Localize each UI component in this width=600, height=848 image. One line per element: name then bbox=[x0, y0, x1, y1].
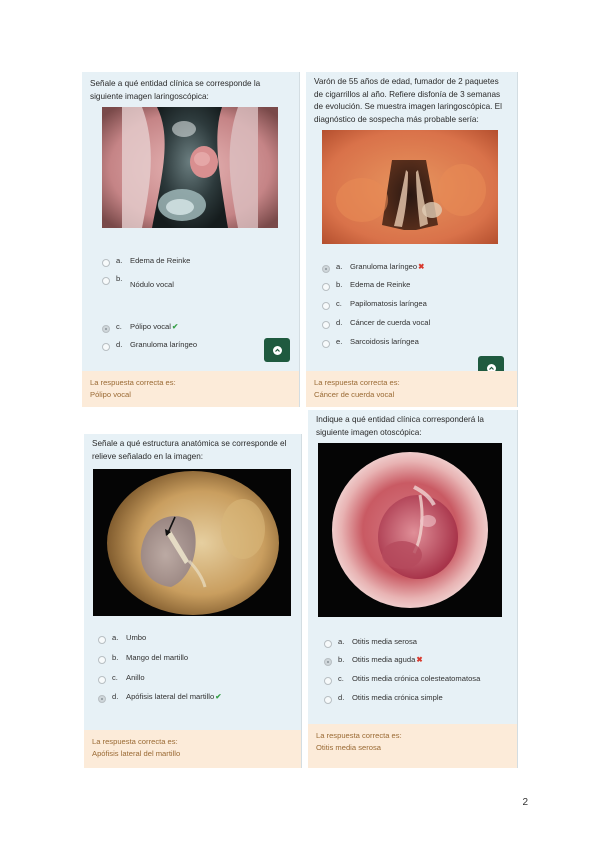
option-letter: b. bbox=[112, 653, 119, 662]
option-d[interactable] bbox=[102, 340, 289, 354]
option-b[interactable] bbox=[98, 653, 291, 667]
option-label: Granuloma laríngeo bbox=[350, 262, 418, 271]
option-letter: d. bbox=[116, 340, 123, 349]
radio-button[interactable] bbox=[102, 277, 110, 285]
option-letter: a. bbox=[116, 256, 123, 265]
option-label: Apófisis lateral del martillo bbox=[126, 692, 215, 701]
feedback-label: La respuesta correcta es: bbox=[314, 378, 400, 387]
option-letter: c. bbox=[116, 322, 122, 331]
option-text: Granuloma laríngeo bbox=[130, 340, 198, 349]
option-text: Edema de Reinke bbox=[130, 256, 191, 265]
feedback-answer: Cáncer de cuerda vocal bbox=[314, 390, 395, 399]
laryngoscopy-image bbox=[322, 130, 498, 244]
option-label: Otitis media aguda bbox=[352, 655, 416, 664]
option-letter: d. bbox=[112, 692, 119, 701]
page-number: 2 bbox=[522, 797, 528, 808]
option-letter: c. bbox=[112, 673, 118, 682]
question-card-3 bbox=[84, 434, 302, 768]
otoscopy-image bbox=[93, 469, 291, 616]
radio-button[interactable] bbox=[98, 636, 106, 644]
option-letter: d. bbox=[338, 693, 345, 702]
question-card-1 bbox=[82, 72, 300, 407]
scroll-top-button[interactable] bbox=[264, 338, 290, 362]
otoscopy-image bbox=[318, 443, 502, 617]
option-e[interactable] bbox=[322, 337, 507, 351]
option-letter: b. bbox=[336, 280, 343, 289]
feedback-label: La respuesta correcta es: bbox=[316, 731, 402, 740]
option-letter: b. bbox=[116, 274, 123, 283]
radio-button[interactable] bbox=[102, 343, 110, 351]
wrong-cross-icon: ✖ bbox=[418, 262, 425, 271]
option-letter: e. bbox=[336, 337, 343, 346]
option-a[interactable] bbox=[324, 637, 511, 651]
option-text: Sarcoidosis laríngea bbox=[350, 337, 419, 346]
question-text: Señale a qué entidad clínica se corresponde la siguiente imagen laringoscópica: bbox=[90, 79, 261, 101]
option-c[interactable] bbox=[324, 674, 511, 688]
option-letter: d. bbox=[336, 318, 343, 327]
radio-button-selected[interactable] bbox=[322, 265, 330, 273]
option-text: Mango del martillo bbox=[126, 653, 189, 662]
option-text: Otitis media crónica simple bbox=[352, 693, 443, 702]
radio-button[interactable] bbox=[324, 696, 332, 704]
option-c[interactable] bbox=[322, 299, 507, 313]
correct-answer-feedback bbox=[82, 371, 299, 407]
option-letter: a. bbox=[336, 262, 343, 271]
option-label: Pólipo vocal bbox=[130, 322, 171, 331]
correct-answer-feedback bbox=[308, 724, 517, 768]
feedback-answer: Apófisis lateral del martillo bbox=[92, 749, 181, 758]
feedback-answer: Pólipo vocal bbox=[90, 390, 131, 399]
option-text bbox=[350, 262, 425, 271]
correct-answer-feedback bbox=[306, 371, 517, 407]
correct-check-icon: ✔ bbox=[215, 692, 222, 701]
option-a[interactable] bbox=[102, 256, 289, 270]
option-text: Anillo bbox=[126, 673, 145, 682]
option-b[interactable] bbox=[102, 274, 289, 288]
option-letter: a. bbox=[338, 637, 345, 646]
radio-button[interactable] bbox=[322, 302, 330, 310]
option-c[interactable] bbox=[98, 673, 291, 687]
radio-button[interactable] bbox=[324, 677, 332, 685]
option-b[interactable] bbox=[324, 655, 511, 669]
option-a[interactable] bbox=[322, 262, 507, 276]
option-b[interactable] bbox=[322, 280, 507, 294]
option-letter: c. bbox=[338, 674, 344, 683]
laryngoscopy-image bbox=[102, 107, 278, 228]
radio-button[interactable] bbox=[322, 321, 330, 329]
question-card-4 bbox=[308, 410, 518, 768]
option-text: Edema de Reinke bbox=[350, 280, 411, 289]
option-text: Umbo bbox=[126, 633, 147, 642]
option-d[interactable] bbox=[322, 318, 507, 332]
option-letter: b. bbox=[338, 655, 345, 664]
option-text: Nódulo vocal bbox=[130, 280, 174, 289]
radio-button-selected[interactable] bbox=[98, 695, 106, 703]
option-text bbox=[352, 655, 423, 664]
option-letter: a. bbox=[112, 633, 119, 642]
chevron-up-icon bbox=[273, 346, 282, 355]
option-text bbox=[126, 692, 222, 701]
question-card-2 bbox=[306, 72, 518, 407]
radio-button[interactable] bbox=[322, 283, 330, 291]
option-text bbox=[130, 322, 178, 331]
option-c[interactable] bbox=[102, 322, 289, 336]
feedback-label: La respuesta correcta es: bbox=[92, 737, 178, 746]
radio-button[interactable] bbox=[102, 259, 110, 267]
question-text: Indique a qué entidad clínica corresponderá la siguiente imagen otoscópica: bbox=[316, 415, 484, 437]
radio-button-selected[interactable] bbox=[324, 658, 332, 666]
feedback-label: La respuesta correcta es: bbox=[90, 378, 176, 387]
option-text: Cáncer de cuerda vocal bbox=[350, 318, 431, 327]
feedback-answer: Otitis media serosa bbox=[316, 743, 381, 752]
option-text: Otitis media crónica colesteatomatosa bbox=[352, 674, 481, 683]
correct-answer-feedback bbox=[84, 730, 301, 768]
radio-button-selected[interactable] bbox=[102, 325, 110, 333]
option-letter: c. bbox=[336, 299, 342, 308]
radio-button[interactable] bbox=[324, 640, 332, 648]
radio-button[interactable] bbox=[98, 656, 106, 664]
wrong-cross-icon: ✖ bbox=[416, 655, 423, 664]
question-text: Señale a qué estructura anatómica se corresponde el relieve señalado en la imagen: bbox=[92, 439, 287, 461]
option-a[interactable] bbox=[98, 633, 291, 647]
correct-check-icon: ✔ bbox=[171, 322, 179, 331]
radio-button[interactable] bbox=[98, 676, 106, 684]
option-text: Papilomatosis laríngea bbox=[350, 299, 427, 308]
question-text: Varón de 55 años de edad, fumador de 2 paquetes de cigarrillos al año. Refiere disfonía de 3 semanas de evolución. Se muestra imagen laringoscópica. El diagnóstico de sospecha más probable sería: bbox=[314, 77, 502, 124]
option-d[interactable] bbox=[98, 692, 291, 706]
option-text: Otitis media serosa bbox=[352, 637, 417, 646]
option-d[interactable] bbox=[324, 693, 511, 707]
radio-button[interactable] bbox=[322, 340, 330, 348]
